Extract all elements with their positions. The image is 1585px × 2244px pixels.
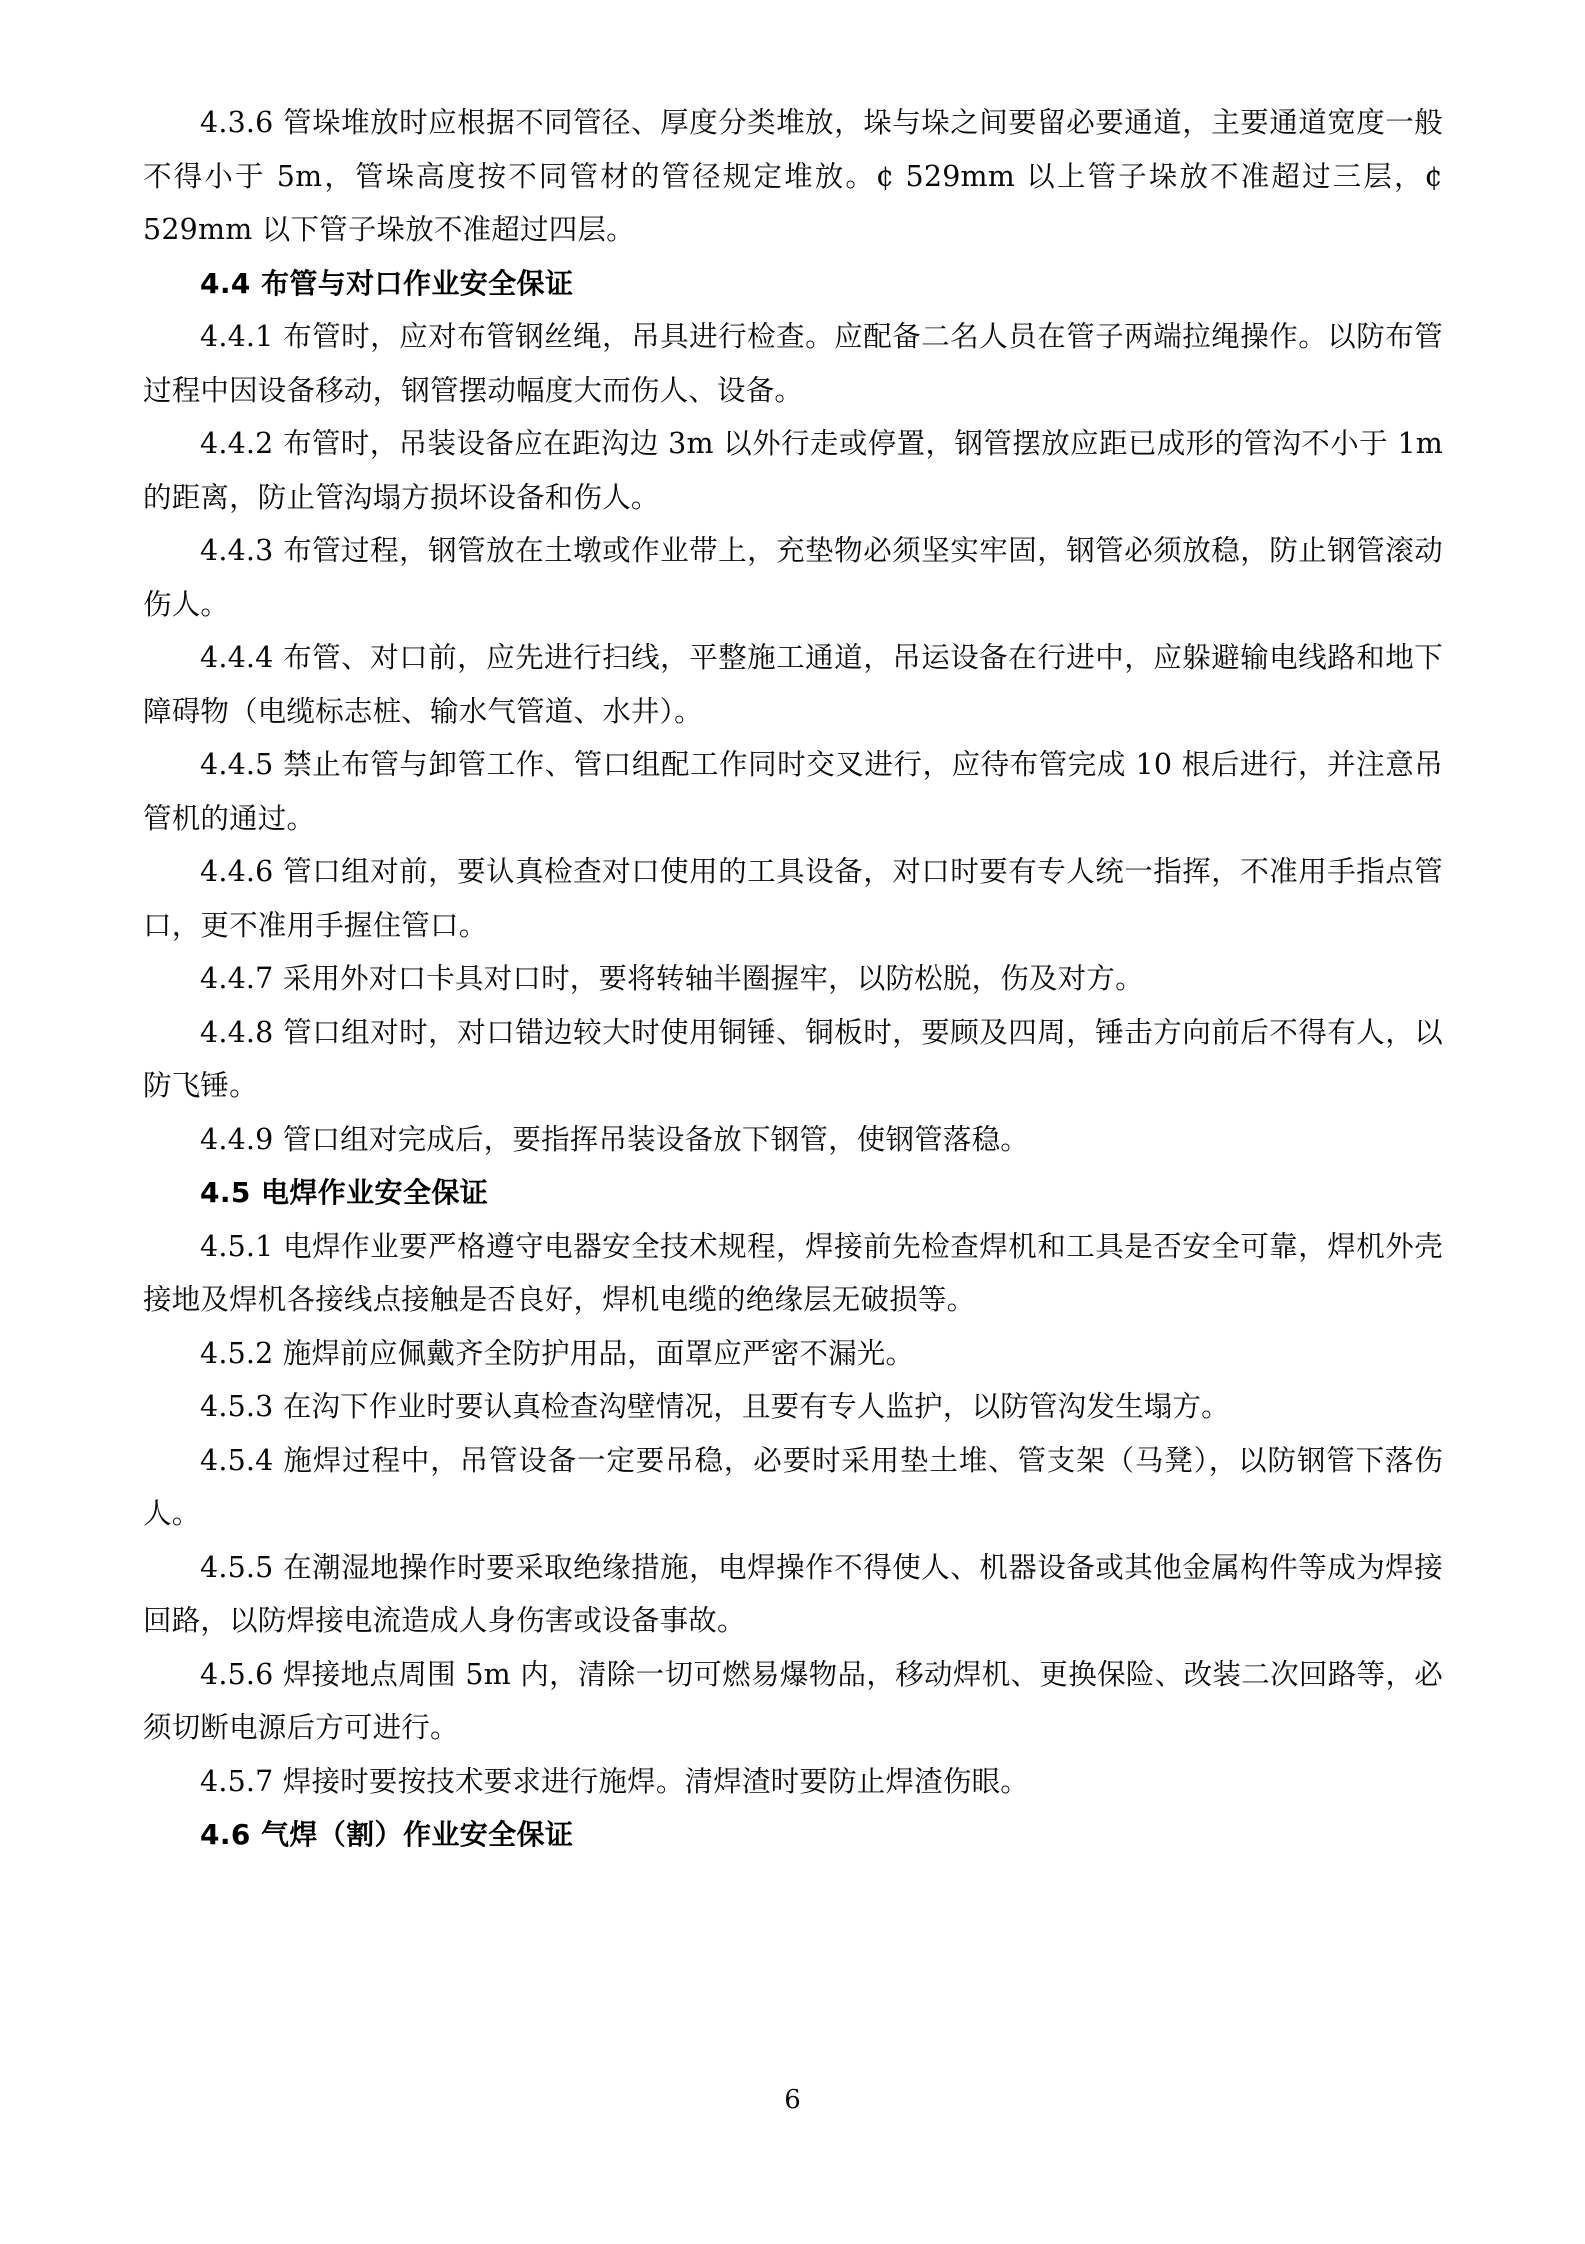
paragraph-4-4-4: 4.4.4 布管、对口前，应先进行扫线，平整施工通道，吊运设备在行进中，应躲避输电线路和地下障碍物（电缆标志桩、输水气管道、水井）。 xyxy=(143,641,1443,728)
paragraph-4-4-2: 4.4.2 布管时，吊装设备应在距沟边 3m 以外行走或停置，钢管摆放应距已成形的管沟不小于 1m 的距离，防止管沟塌方损坏设备和伤人。 xyxy=(143,427,1443,514)
paragraph-4-4-3: 4.4.3 布管过程，钢管放在土墩或作业带上，充垫物必须坚实牢固，钢管必须放稳，防止钢管滚动伤人。 xyxy=(143,534,1443,621)
paragraph-4-5-6: 4.5.6 焊接地点周围 5m 内，清除一切可燃易爆物品，移动焊机、更换保险、改装二次回路等，必须切断电源后方可进行。 xyxy=(143,1657,1443,1744)
heading-4-5: 4.5 电焊作业安全保证 xyxy=(200,1176,489,1209)
paragraph-4-4-1: 4.4.1 布管时，应对布管钢丝绳，吊具进行检查。应配备二名人员在管子两端拉绳操作。以防布管过程中因设备移动，钢管摆动幅度大而伤人、设备。 xyxy=(143,320,1443,407)
heading-4-6: 4.6 气焊（割）作业安全保证 xyxy=(200,1818,574,1851)
page-number: 6 xyxy=(784,2085,801,2115)
paragraph-4-5-7: 4.5.7 焊接时要按技术要求进行施焊。清焊渣时要防止焊渣伤眼。 xyxy=(200,1764,1029,1798)
page-body xyxy=(143,96,1443,1862)
paragraph-4-5-1: 4.5.1 电焊作业要严格遵守电器安全技术规程，焊接前先检查焊机和工具是否安全可靠，焊机外壳接地及焊机各接线点接触是否良好，焊机电缆的绝缘层无破损等。 xyxy=(143,1229,1443,1316)
heading-4-4: 4.4 布管与对口作业安全保证 xyxy=(200,266,574,300)
paragraph-4-4-9: 4.4.9 管口组对完成后，要指挥吊装设备放下钢管，使钢管落稳。 xyxy=(200,1122,1029,1156)
paragraph-4-5-4: 4.5.4 施焊过程中，吊管设备一定要吊稳，必要时采用垫土堆、管支架（马凳），以防钢管下落伤人。 xyxy=(143,1443,1443,1530)
paragraph-4-4-5: 4.4.5 禁止布管与卸管工作、管口组配工作同时交叉进行，应待布管完成 10 根后进行，并注意吊管机的通过。 xyxy=(143,748,1443,835)
paragraph-4-5-2: 4.5.2 施焊前应佩戴齐全防护用品，面罩应严密不漏光。 xyxy=(200,1336,915,1370)
paragraph-4-5-3: 4.5.3 在沟下作业时要认真检查沟壁情况，且要有专人监护，以防管沟发生塌方。 xyxy=(200,1390,1230,1423)
paragraph-4-5-5: 4.5.5 在潮湿地操作时要采取绝缘措施，电焊操作不得使人、机器设备或其他金属构件等成为焊接回路，以防焊接电流造成人身伤害或设备事故。 xyxy=(143,1550,1443,1637)
paragraph-4-4-6: 4.4.6 管口组对前，要认真检查对口使用的工具设备，对口时要有专人统一指挥，不准用手指点管口，更不准用手握住管口。 xyxy=(143,855,1443,942)
paragraph-4-4-8: 4.4.8 管口组对时，对口错边较大时使用铜锤、铜板时，要顾及四周，锤击方向前后不得有人，以防飞锤。 xyxy=(143,1015,1443,1102)
paragraph-4-3-6: 4.3.6 管垛堆放时应根据不同管径、厚度分类堆放，垛与垛之间要留必要通道，主要通道宽度一般不得小于 5m，管垛高度按不同管材的管径规定堆放。¢ 529mm 以上管子垛放不准超过三层，¢ 529mm 以下管子垛放不准超过四层。 xyxy=(143,106,1443,246)
paragraph-4-4-7: 4.4.7 采用外对口卡具对口时，要将转轴半圈握牢，以防松脱，伤及对方。 xyxy=(200,962,1144,995)
